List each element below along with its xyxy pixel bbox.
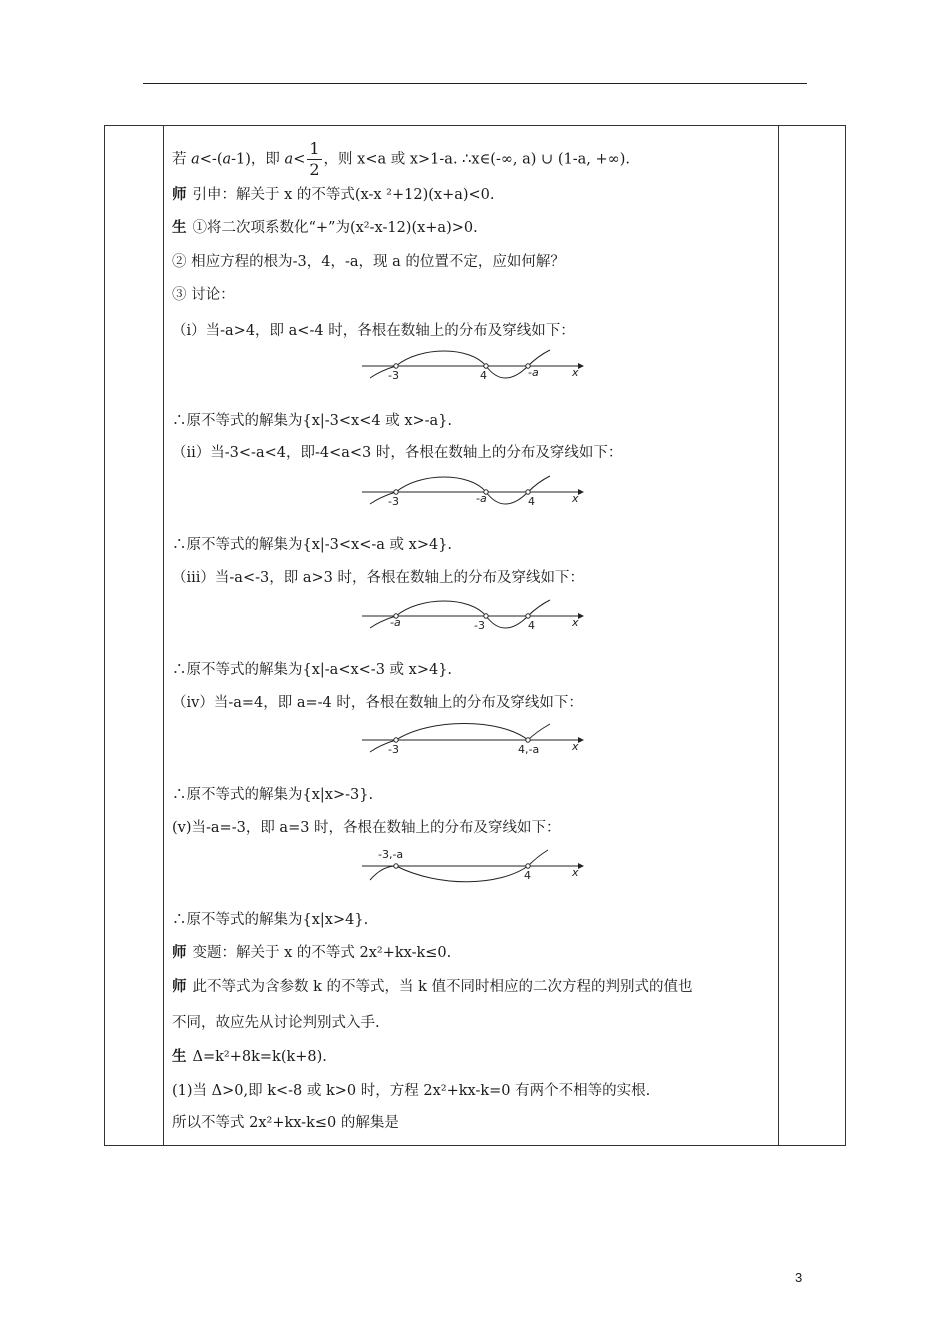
text-line-21 xyxy=(172,1113,399,1133)
numline-label: -a xyxy=(476,492,487,505)
text-line-11 xyxy=(172,660,452,680)
text-line-20 xyxy=(172,1081,650,1101)
numline-label: -a xyxy=(390,616,401,629)
number-line-case-4 xyxy=(360,722,590,762)
text-line-13 xyxy=(172,785,373,805)
line-text: ∴原不等式的解集为{x|x>4}. xyxy=(172,912,369,928)
page-number: 3 xyxy=(795,1270,803,1285)
numline-label: x xyxy=(572,866,579,879)
line-text: （ⅲ）当-a<-3，即 a>3 时，各根在数轴上的分布及穿线如下： xyxy=(172,570,584,586)
text-line-17 xyxy=(172,977,693,997)
line-text: ∴原不等式的解集为{x|-a<x<-3 或 x>4}. xyxy=(172,662,453,678)
speaker-teacher: 师 xyxy=(172,945,187,961)
numline-label: -3 xyxy=(388,495,399,508)
var-a: a xyxy=(191,151,200,168)
numline-label: 4 xyxy=(528,619,535,632)
numline-label: -3,-a xyxy=(378,848,404,861)
numline-label: x xyxy=(572,492,579,505)
speaker-student: 生 xyxy=(172,220,187,236)
line-text: 不同，故应先从讨论判别式入手. xyxy=(172,1015,380,1031)
text-segment: 若 xyxy=(172,151,192,168)
column-divider-right xyxy=(778,126,779,1145)
var-a: a xyxy=(222,151,232,168)
numline-label: 4 xyxy=(528,495,535,508)
speaker-teacher: 师 xyxy=(172,979,187,995)
line-text: ② 相应方程的根为-3，4，-a，现 a 的位置不定，应如何解？ xyxy=(172,254,565,270)
text-line-19 xyxy=(172,1047,327,1067)
fraction-one-half xyxy=(307,139,321,180)
text-line-10 xyxy=(172,568,584,588)
numline-label: -a xyxy=(528,366,539,379)
text-segment: <-( xyxy=(199,151,223,168)
text-segment: ，则 x<a 或 x>1-a. ∴x∈(-∞, a) ∪ (1-a, +∞). xyxy=(323,151,630,168)
text-line-4 xyxy=(172,252,565,272)
text-line-1 xyxy=(172,139,630,180)
numline-label: x xyxy=(572,740,579,753)
line-text: ∴原不等式的解集为{x|-3<x<4 或 x>-a}. xyxy=(172,413,453,429)
line-text: ①将二次项系数化“+”为(x²-x-12)(x+a)>0. xyxy=(192,220,478,236)
line-text: ∴原不等式的解集为{x|-3<x<-a 或 x>4}. xyxy=(172,537,453,553)
text-line-2 xyxy=(172,185,495,205)
header-rule xyxy=(143,83,807,84)
line-text: (1)当 Δ>0,即 k<-8 或 k>0 时，方程 2x²+kx-k=0 有两个不相等的实根. xyxy=(172,1083,651,1099)
column-divider-left xyxy=(163,126,164,1145)
line-text: （ⅱ）当-3<-a<4，即-4<a<3 时，各根在数轴上的分布及穿线如下： xyxy=(172,445,623,461)
text-line-14 xyxy=(172,818,561,838)
number-line-case-3 xyxy=(360,598,590,638)
numline-label: 4 xyxy=(480,369,487,382)
speaker-teacher: 师 xyxy=(172,187,187,203)
text-line-7 xyxy=(172,411,452,431)
number-line-case-2 xyxy=(360,474,590,514)
fraction-numerator: 1 xyxy=(309,139,320,158)
line-text: ∴原不等式的解集为{x|x>-3}. xyxy=(172,787,374,803)
line-text: （ⅰ）当-a>4，即 a<-4 时，各根在数轴上的分布及穿线如下： xyxy=(172,323,575,339)
line-text: Δ=k²+8k=k(k+8). xyxy=(192,1049,327,1065)
text-line-15 xyxy=(172,910,368,930)
number-line-case-5 xyxy=(360,846,590,890)
line-text: 所以不等式 2x²+kx-k≤0 的解集是 xyxy=(172,1115,399,1131)
line-text: 引申：解关于 x 的不等式(x-x ²+12)(x+a)<0. xyxy=(192,187,495,203)
line-text: (ⅴ)当-a=-3，即 a=3 时，各根在数轴上的分布及穿线如下： xyxy=(172,820,561,836)
line-text: ③ 讨论： xyxy=(172,287,235,303)
fraction-denominator: 2 xyxy=(309,160,320,179)
text-line-18 xyxy=(172,1013,380,1033)
numline-label: 4,-a xyxy=(518,743,540,756)
text-line-3 xyxy=(172,218,478,238)
text-line-12 xyxy=(172,693,583,713)
text-line-6 xyxy=(172,321,575,341)
numline-label: -3 xyxy=(474,619,485,632)
var-a: a xyxy=(284,151,294,168)
text-segment: -1)，即 xyxy=(231,151,285,168)
line-text: （ⅳ）当-a=4，即 a=-4 时，各根在数轴上的分布及穿线如下： xyxy=(172,695,583,711)
text-line-8 xyxy=(172,443,622,463)
number-line-case-1 xyxy=(360,348,590,388)
speaker-student: 生 xyxy=(172,1049,187,1065)
text-line-9 xyxy=(172,535,452,555)
numline-label: x xyxy=(572,616,579,629)
text-line-5 xyxy=(172,285,235,305)
numline-label: x xyxy=(572,366,579,379)
numline-label: -3 xyxy=(388,743,399,756)
line-text: 此不等式为含参数 k 的不等式，当 k 值不同时相应的二次方程的判别式的值也 xyxy=(192,979,693,995)
text-line-16 xyxy=(172,943,451,963)
text-segment: < xyxy=(293,151,306,168)
numline-label: 4 xyxy=(524,869,531,882)
line-text: 变题：解关于 x 的不等式 2x²+kx-k≤0. xyxy=(192,945,452,961)
numline-label: -3 xyxy=(388,369,399,382)
